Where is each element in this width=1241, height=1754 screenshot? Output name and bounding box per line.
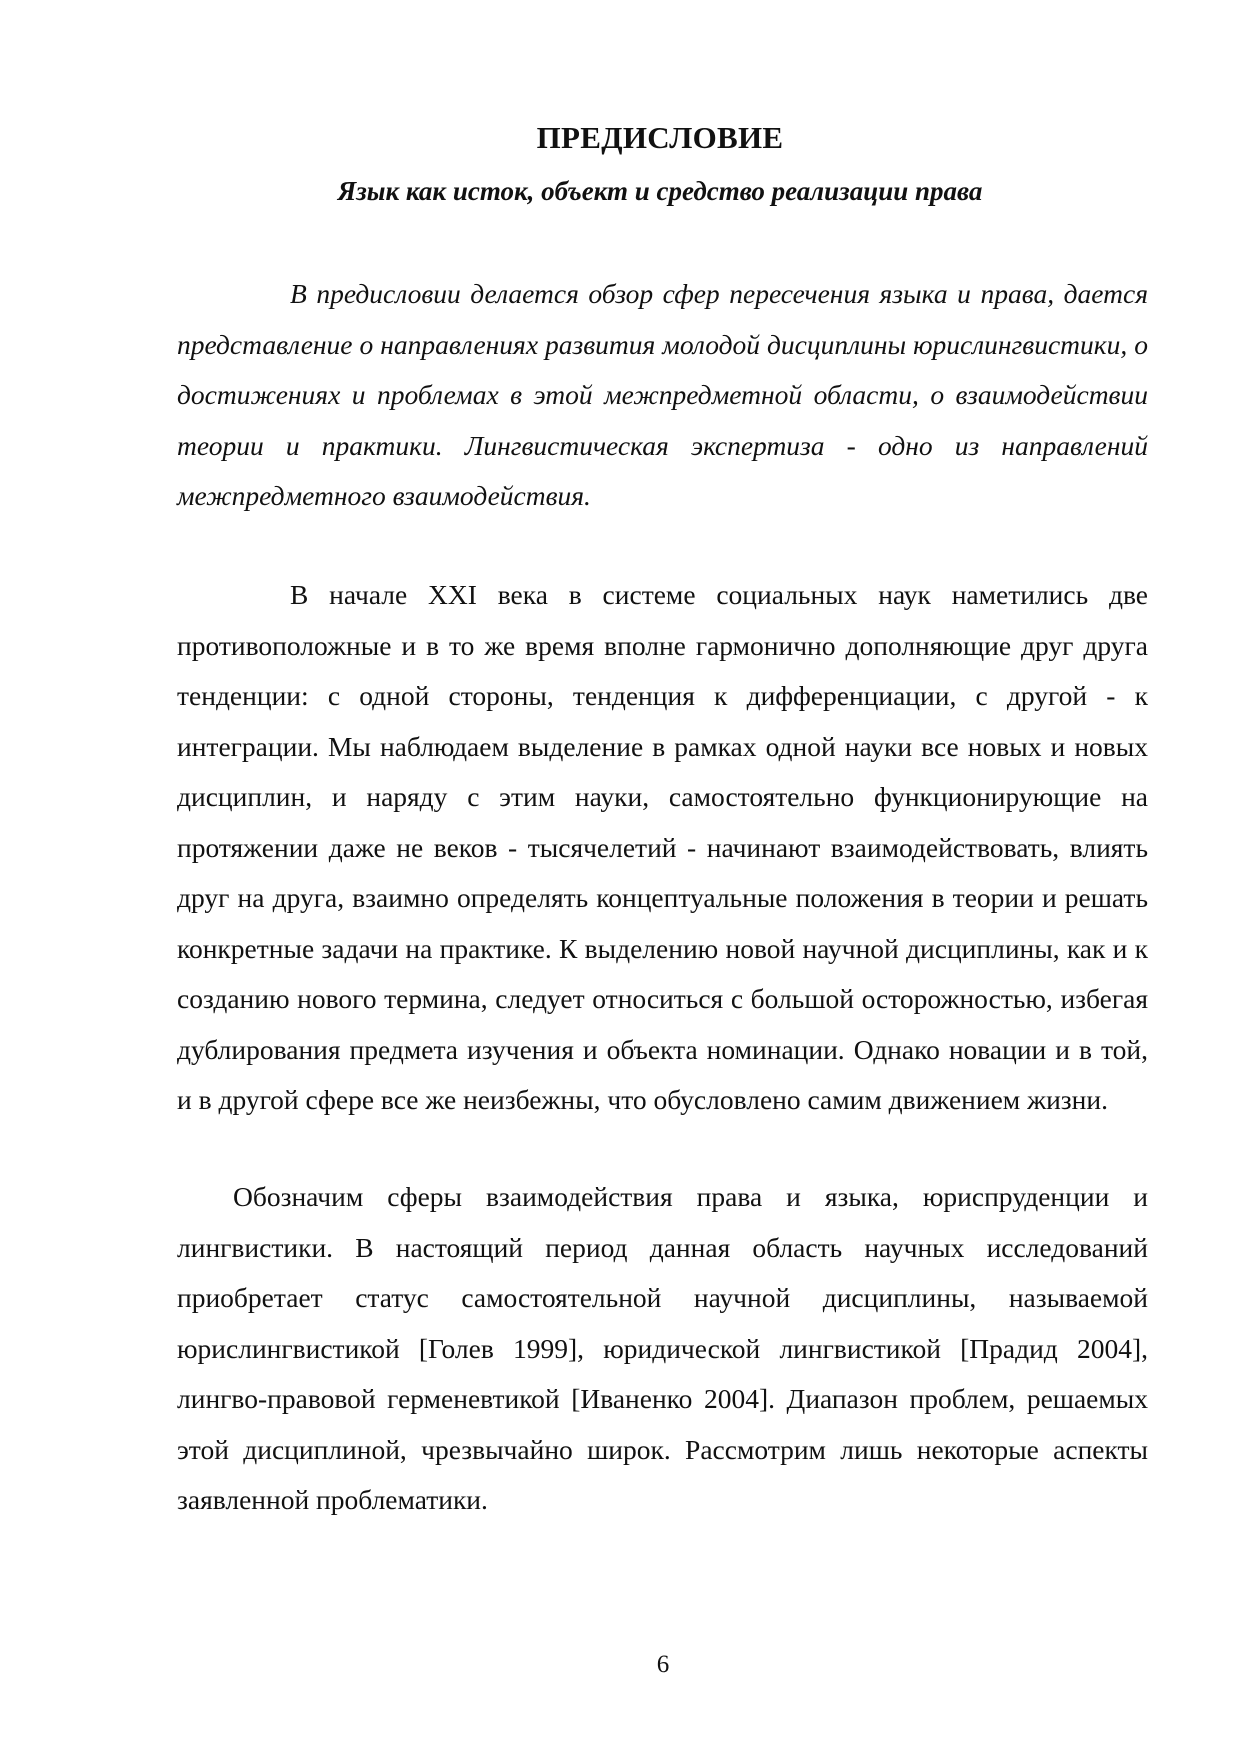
- body-paragraph-2: Обозначим сферы взаимодействия права и языка, юриспруденции и лингвистики. В настоящий период данная область научных исследований приобретает статус самостоятельной научной дисциплины, называемой юрислингвистикой [Голев 1999], юридической лингвистикой [Прадид 2004], лингво-правовой герменевтикой [Иваненко 2004]. Диапазон проблем, решаемых этой дисциплиной, чрезвычайно широк. Рассмотрим лишь некоторые аспекты заявленной проблематики.: [177, 1181, 1148, 1515]
- body-block-2: [177, 1172, 1148, 1526]
- abstract-block: [177, 269, 1148, 522]
- body-paragraph-1: В начале XXI века в системе социальных наук наметились две противоположные и в то же время вполне гармонично дополняющие друг друга тенденции: с одной стороны, тенденция к дифференциации, с другой - к интеграции. Мы наблюдаем выделение в рамках одной науки все новых и новых дисциплин, и наряду с этим науки, самостоятельно функционирующие на протяжении даже не веков - тысячелетий - начинают взаимодействовать, влиять друг на друга, взаимно определять концептуальные положения в теории и решать конкретные задачи на практике. К выделению новой научной дисциплины, как и к созданию нового термина, следует относиться с большой осторожностью, избегая дублирования предмета изучения и объекта номинации. Однако новации и в той, и в другой сфере все же неизбежны, что обусловлено самим движением жизни.: [177, 579, 1148, 1115]
- page-number: 6: [656, 1651, 670, 1678]
- page-title: ПРЕДИСЛОВИЕ: [536, 120, 784, 155]
- page-subtitle: Язык как исток, объект и средство реализации права: [337, 176, 983, 206]
- body-block-1: [177, 570, 1148, 1126]
- abstract-paragraph: В предисловии делается обзор сфер пересечения языка и права, дается представление о направлениях развития молодой дисциплины юрислингвистики, о достижениях и проблемах в этой межпредметной области, о взаимодействии теории и практики. Лингвистическая экспертиза - одно из направлений межпредметного взаимодействия.: [177, 278, 1148, 511]
